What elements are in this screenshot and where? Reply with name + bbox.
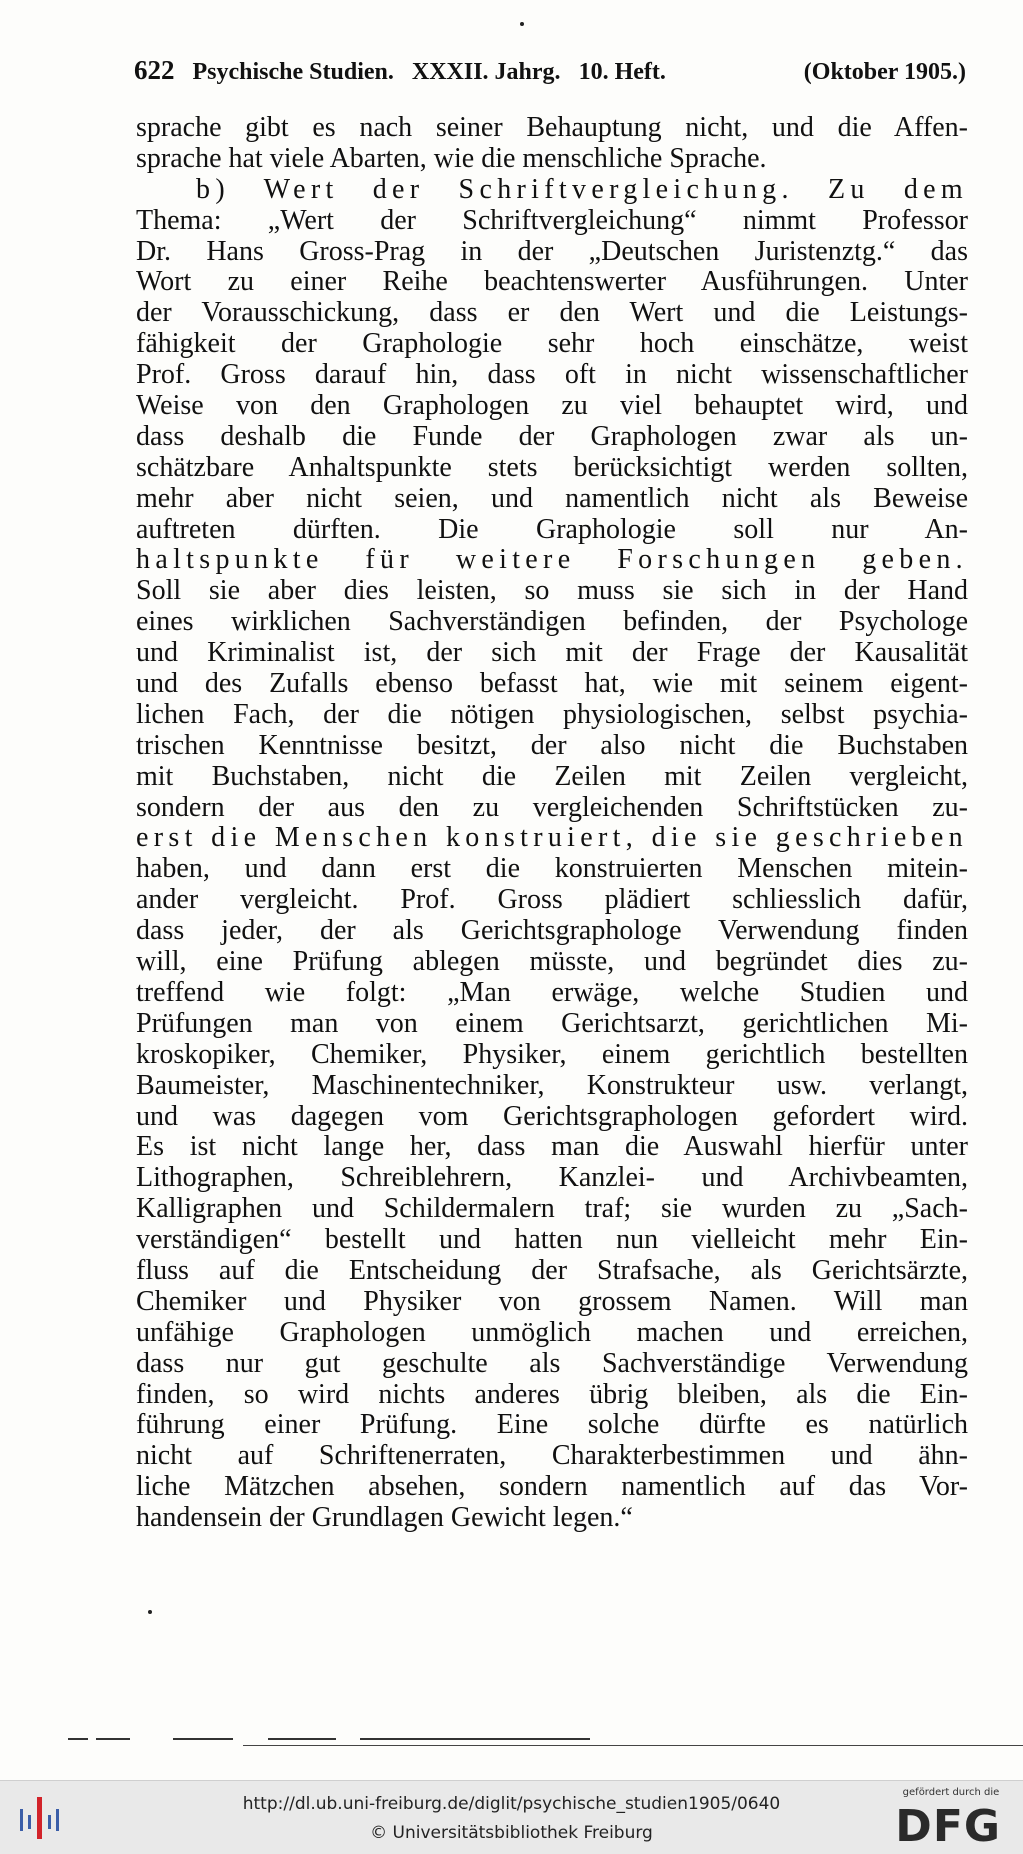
section-heading-line: b) Wert der Schriftvergleichung. Zu dem <box>196 173 968 205</box>
text-line: führung einer Prüfung. Eine solche dürfte es natürlich <box>136 1409 968 1441</box>
text-line: Wort zu einer Reihe beachtenswerter Ausführungen. Unter <box>136 266 968 298</box>
text-line: Dr. Hans Gross-Prag in der „Deutschen Juristenztg.“ das <box>136 235 968 267</box>
text-line: trischen Kenntnisse besitzt, der also nicht die Buchstaben <box>136 729 968 761</box>
text-line: dass nur gut geschulte als Sachverständige Verwendung <box>136 1347 968 1379</box>
text-line: dass deshalb die Funde der Graphologen zwar als un- <box>136 420 968 452</box>
dfg-logo: DFG <box>895 1801 1001 1852</box>
text-line: nicht auf Schriftenerraten, Charakterbestimmen und ähn- <box>136 1440 968 1472</box>
text-line: mehr aber nicht seien, und namentlich nicht als Beweise <box>136 482 968 514</box>
text-line: sondern der aus den zu vergleichenden Schriftstücken zu- <box>136 791 968 823</box>
text-line: mit Buchstaben, nicht die Zeilen mit Zeilen vergleicht, <box>136 760 968 792</box>
text-line: unfähige Graphologen unmöglich machen und erreichen, <box>136 1316 968 1348</box>
journal-title: Psychische Studien. <box>192 59 394 85</box>
text-line: und was dagegen vom Gerichtsgraphologen gefordert wird. <box>136 1100 968 1132</box>
text-line: dass jeder, der als Gerichtsgraphologe Verwendung finden <box>136 915 968 947</box>
text-line: will, eine Prüfung ablegen müsste, und begründet dies zu- <box>136 946 968 978</box>
text-line: Thema: „Wert der Schriftvergleichung“ nimmt Professor <box>136 204 968 236</box>
text-line: haben, und dann erst die konstruierten Menschen mitein- <box>136 853 968 885</box>
text-line: und des Zufalls ebenso befasst hat, wie mit seinem eigent- <box>136 668 968 700</box>
text-line: Prof. Gross darauf hin, dass oft in nicht wissenschaftlicher <box>136 359 968 391</box>
text-line: erst die Menschen konstruiert, die sie geschrieben <box>136 822 968 854</box>
text-line: Es ist nicht lange her, dass man die Auswahl hierfür unter <box>136 1131 968 1163</box>
text-line: Chemiker und Physiker von grossem Namen. Will man <box>136 1285 968 1317</box>
text-line: Baumeister, Maschinentechniker, Konstrukteur usw. verlangt, <box>136 1069 968 1101</box>
issue-date: (Oktober 1905.) <box>803 59 966 85</box>
body-text <box>136 113 968 1534</box>
copyright-notice: © Universitätsbibliothek Freiburg <box>370 1823 653 1843</box>
rule-line <box>243 1745 1023 1746</box>
text-line: Lithographen, Schreiblehrern, Kanzlei- und Archivbeamten, <box>136 1162 968 1194</box>
issue-label: 10. Heft. <box>578 59 666 85</box>
viewer-footer <box>0 1780 1023 1854</box>
speck-mark <box>148 1610 152 1614</box>
text-line: der Vorausschickung, dass er den Wert und die Leistungs- <box>136 297 968 329</box>
volume-label: XXXII. Jahrg. <box>411 59 561 85</box>
text-line: schätzbare Anhaltspunkte stets berücksichtigt werden sollten, <box>136 451 968 483</box>
text-line: treffend wie folgt: „Man erwäge, welche Studien und <box>136 976 968 1008</box>
rule-segment <box>173 1738 233 1740</box>
funder-note: gefördert durch die <box>902 1787 1000 1798</box>
text-line: und Kriminalist ist, der sich mit der Frage der Kausalität <box>136 637 968 669</box>
text-line: fähigkeit der Graphologie sehr hoch einschätze, weist <box>136 328 968 360</box>
text-line: Kalligraphen und Schildermalern traf; sie wurden zu „Sach- <box>136 1193 968 1225</box>
text-line: kroskopiker, Chemiker, Physiker, einem gerichtlich bestellten <box>136 1038 968 1070</box>
speck-mark <box>520 22 524 26</box>
text-line: liche Mätzchen absehen, sondern namentlich auf das Vor- <box>136 1471 968 1503</box>
text-line: ander vergleicht. Prof. Gross plädiert schliesslich dafür, <box>136 884 968 916</box>
text-line: sprache gibt es nach seiner Behauptung nicht, und die Affen- <box>136 112 968 143</box>
text-line: handensein der Grundlagen Gewicht legen.“ <box>136 1502 633 1534</box>
text-line: haltspunkte für weitere Forschungen geben. <box>136 544 968 576</box>
rule-segment <box>96 1738 130 1740</box>
text-line: auftreten dürften. Die Graphologie soll nur An- <box>136 513 968 545</box>
text-line: fluss auf die Entscheidung der Strafsache, als Gerichtsärzte, <box>136 1254 968 1286</box>
rule-segment <box>360 1738 590 1740</box>
bottom-rule <box>68 1738 1018 1744</box>
text-line: verständigen“ bestellt und hatten nun vielleicht mehr Ein- <box>136 1224 968 1256</box>
text-line: Soll sie aber dies leisten, so muss sie sich in der Hand <box>136 575 968 607</box>
source-url-link[interactable]: http://dl.ub.uni-freiburg.de/diglit/psychische_studien1905/0640 <box>242 1794 781 1814</box>
text-line: Prüfungen man von einem Gerichtsarzt, gerichtlichen Mi- <box>136 1007 968 1039</box>
text-line: eines wirklichen Sachverständigen befinden, der Psychologe <box>136 606 968 638</box>
running-header <box>134 55 966 86</box>
text-line: lichen Fach, der die nötigen physiologischen, selbst psychia- <box>136 698 968 730</box>
text-line: Weise von den Graphologen zu viel behauptet wird, und <box>136 390 968 422</box>
text-line: finden, so wird nichts anderes übrig bleiben, als die Ein- <box>136 1378 968 1410</box>
rule-segment <box>268 1738 336 1740</box>
page-number: 622 <box>134 55 175 85</box>
rule-segment <box>68 1738 88 1740</box>
text-line: sprache hat viele Abarten, wie die menschliche Sprache. <box>136 142 767 174</box>
